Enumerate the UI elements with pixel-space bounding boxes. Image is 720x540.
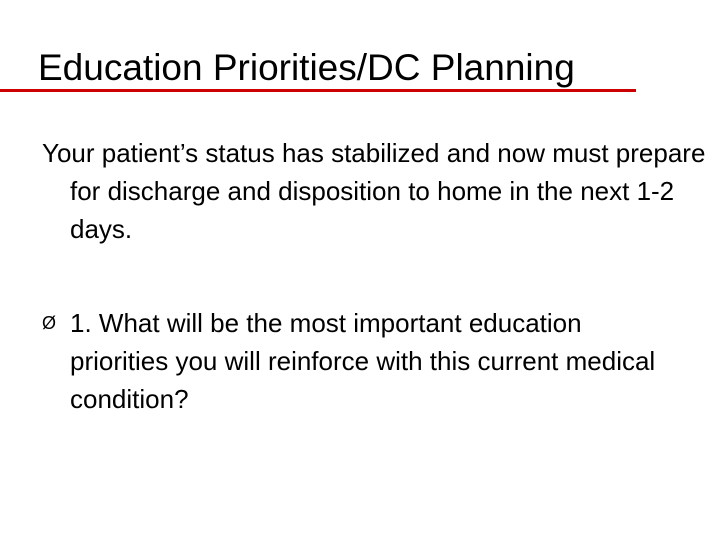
arrow-bullet-icon: Ø: [42, 313, 57, 333]
intro-paragraph: Your patient’s status has stabilized and now must prepare for discharge and disposition to home in the next 1-2 days.: [42, 138, 706, 244]
slide-title: Education Priorities/DC Planning: [38, 47, 575, 88]
bullet-text: 1. What will be the most important education priorities you will reinforce with this current medical condition?: [70, 308, 656, 414]
title-underline: [0, 89, 636, 92]
bullet-item: [42, 304, 682, 418]
